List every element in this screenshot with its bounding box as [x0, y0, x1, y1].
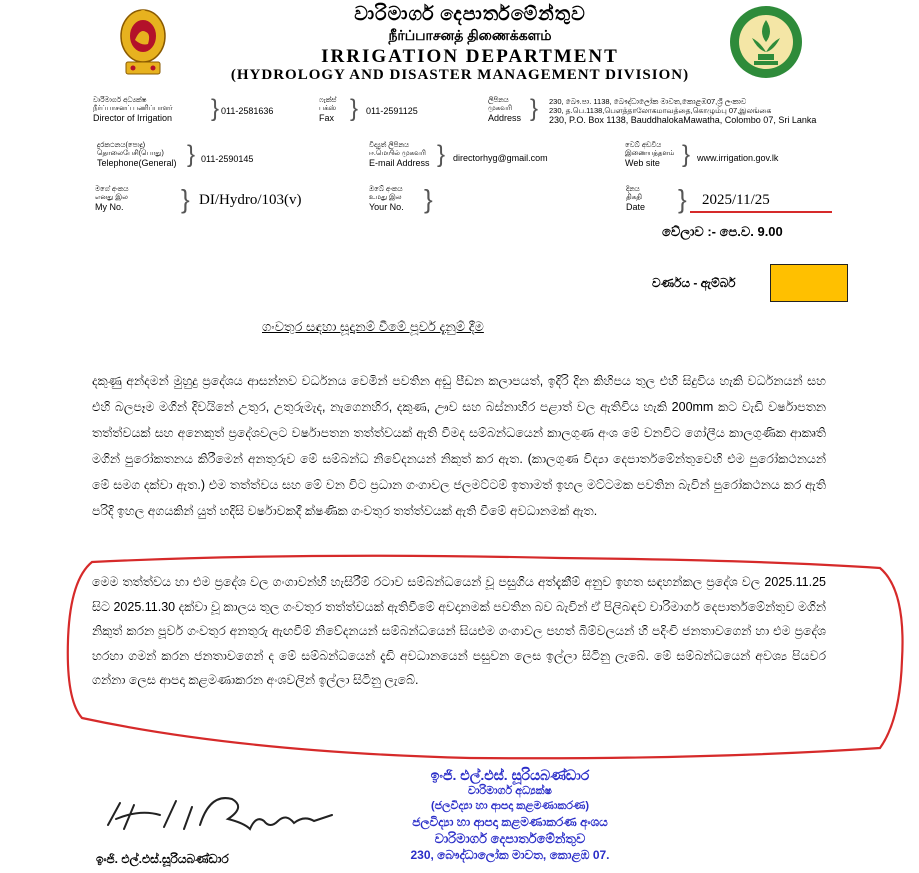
- signatory-name: ඉංජි. එල්.එස්.සූරියබණ්ඩාර: [96, 852, 229, 866]
- bracket-address: }: [530, 95, 539, 122]
- dept-title-english: IRRIGATION DEPARTMENT: [321, 46, 619, 67]
- date-label: දිනය திகதி Date: [626, 186, 646, 212]
- bracket-director: }: [211, 95, 220, 122]
- fax-label: ෆැක්ස් பக்ஸ் Fax: [319, 97, 337, 123]
- official-stamp: ඉංජි. එල්.එස්. සූරියබණ්ඩාර වාරිමාර්ග අධ්‍යක්ෂ (ජලවිද්‍යා හා ආපදා කළමණාකරණ) ජලවිද්‍යා හා ආපදා කළමණාකරණ අංශය වාරිමාර්ග දෙපාර්තමේන්තුව 230, බෞද්ධාලෝක මාවත, කොළඹ 07.: [410, 767, 610, 862]
- website-label: වෙබ් අඩවිය இணையத்தளம் Web site: [625, 142, 675, 168]
- notice-paragraph-1: දකුණු අන්දමන් මුහුදු ප්‍රදේශය ආසන්නව වර්ධනය වෙමින් පවතින අඩු පීඩන කලාපයත්, ඉදිරි දින කිහිපය තුල එහි සිදුවිය හැකි වර්ධනයන් සහ එහි බලපෑම මගින් දිවයිනේ උතුර, උතුරුමැද, නැගෙනහිර, දකුණ, ඌව සහ බස්නාහිර පළාත් වල ඇතිවිය හැකි 200mm කට වැඩි වර්ෂාපතන තත්ත්වයක් සහ අනෙකුත් ප්‍රදේශවලට වර්ෂාපතන තත්ත්වයක් ඇති වීමද සම්බන්ධයෙන් කාලගුණ අංශ මේ වනවිට ගෝලීය කාලගුණික ආකෘති මගින් පුරෝකතනය කිරීමෙන් අනතුරුව මේ සම්බන්ධ නිවේදනයන් නිකුත් කර ඇත. (කාලගුණ විද්‍යා දෙපාර්තමේන්තුවෙහි එම පුරෝකථනයන් මේ සමග දක්වා ඇත.) එම තත්ත්වය සහ මේ වන විට ප්‍රධාන ගංගාවල ජලමට්ටම් ඉතාමත් ඉහල මට්ටමක පවතින බැවින් පුරෝකථනය කර ඇති පරිදි ඉහල අගයකින් යුත් හදිසි වර්ෂාවකදී ක්ෂණික ගංවතුර තත්ත්වයක් ඇති වීමේ අවධානමක් ඇත.: [92, 374, 826, 518]
- telephone-value: 011-2590145: [201, 154, 254, 164]
- telephone-label: දුරකථනය(පොදු) தொலைபேசி(பொது) Telephone(General): [97, 142, 177, 168]
- division-subtitle: (HYDROLOGY AND DISASTER MANAGEMENT DIVISION): [230, 67, 690, 83]
- bracket-my-no: }: [181, 184, 190, 214]
- bracket-date: }: [678, 184, 687, 214]
- bracket-fax: }: [350, 95, 359, 122]
- notice-heading: ගංවතුර සඳහා සූදානම් වීමේ පූර්ව දැනුම් දීම: [262, 319, 484, 334]
- website-value: www.irrigation.gov.lk: [697, 153, 779, 163]
- date-value: 2025/11/25: [702, 192, 770, 208]
- your-no-label: ඔබේ අංකය உமது இல Your No.: [369, 186, 404, 212]
- fax-value: 011-2591125: [366, 106, 418, 116]
- bracket-website: }: [682, 141, 691, 168]
- my-no-value: DI/Hydro/103(v): [199, 192, 302, 208]
- notice-paragraph-2: මෙම තත්ත්වය හා එම ප්‍රදේශ වල ගංගාවන්හි හැසිරීම් රටාව සම්බන්ධයෙන් වූ පසුගිය අත්දැකීම් අනුව ඉහත සඳහන්කල ප්‍රදේශ වල 2025.11.25 සිට 2025.11.30 දක්වා වූ කාලය තුල ගංවතුර තත්ත්වයක් ඇතිවීමේ අවදානමක් පවතින බව බැවින් ඒ පිලිබඳව වාරිමාර්ග දෙපාර්තමේන්තුව මගින් නිකුත් කරන පූර්ව ගංවතුර අනතුරු ඇඟවීම් නිවේදනයන් සම්බන්ධයෙන් සියළුම ගංගාවල පහත් බිම්වලයන් හි පදිංචි ජනතාවගෙන් හා එම ප්‍රදේශ හරහා ගමන් කරන ජනතාවගෙන් ද මේ සම්බන්ධයෙන් දැඩි අවධානයෙන් පසුවන ලෙස ඉල්ලා සිටිනු ලැබේ. මේ සම්බන්ධයෙන් අවශ්‍ය පියවර ගන්නා ලෙස ආපදා කළමණාකරන අංශවලින් ඉල්ලා සිටිනු ලැබේ.: [92, 575, 826, 687]
- dept-title-tamil: நீர்ப்பாசனத் திணைக்களம்: [388, 27, 552, 43]
- email-value: directorhyg@gmail.com: [453, 153, 548, 163]
- dept-title-sinhala: වාරිමාර්ග දෙපාර්තමේන්තුව: [354, 4, 586, 25]
- bracket-your-no: }: [424, 184, 433, 214]
- bracket-telephone: }: [187, 141, 196, 168]
- warning-level-label: වර්ණය - ඇම්බර්: [652, 276, 736, 290]
- director-label: වාරිමාර්ග අධ්‍යක්ෂ நீர்ப்பாசனப் பணிப்பாளர் Director of Irrigation: [93, 97, 173, 123]
- director-phone: 011-2581636: [221, 106, 274, 116]
- time-line: වේලාව :- පෙ.ව. 9.00: [662, 224, 783, 239]
- bracket-email: }: [437, 141, 446, 168]
- address-label: ලිපිනය முகவரி Address: [488, 97, 522, 123]
- address-value: 230, බෞ.පා. 1138, බෞද්ධාලෝක මාවත,කොළඹ07,ශ්‍රී ලංකාව 230, த.பெ.1138,பௌத்தாலோகமாவத்தை,கொழும்பு 07,இலங்கை 230, P.O. Box 1138, BauddhalokaMawatha, Colombo 07, Sri Lanka: [549, 97, 817, 125]
- email-label: විද්‍යුත් ලිපිනය ஈ.மெயில் முகவரி E-mail Address: [369, 142, 430, 168]
- my-no-label: මගේ අංකය எனது இல My No.: [95, 186, 129, 212]
- handwritten-signature: [100, 785, 340, 843]
